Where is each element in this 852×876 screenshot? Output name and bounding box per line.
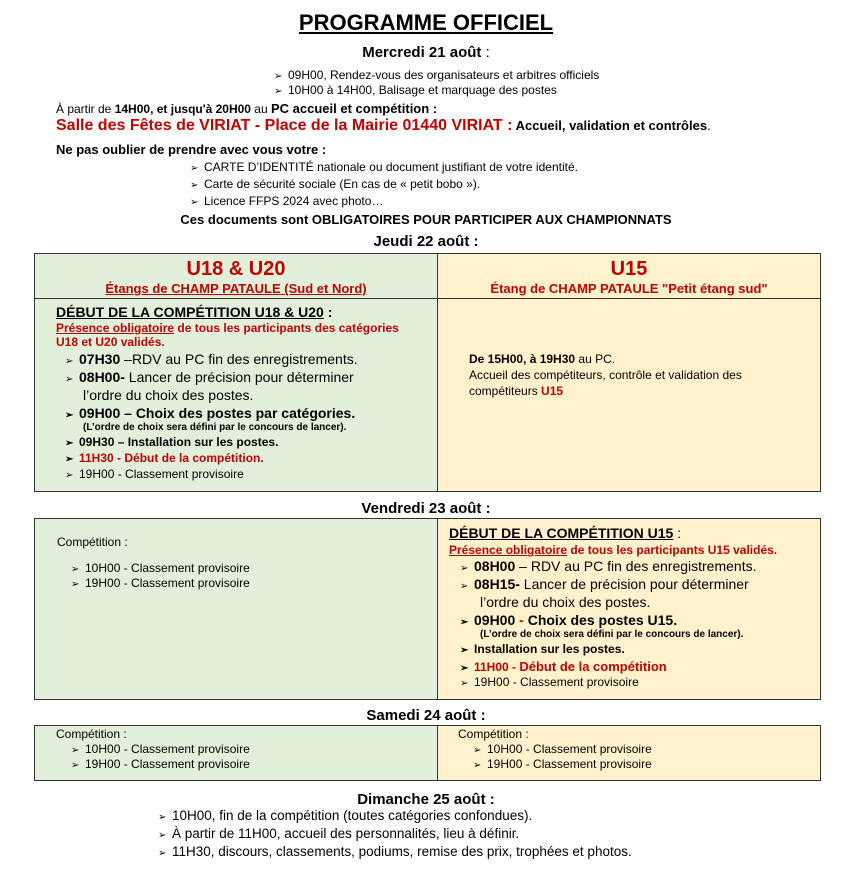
u15-welcome-2 [469, 384, 563, 398]
u18-u20-program-cell [34, 298, 438, 492]
arrow-bullet-icon: ➢ [460, 563, 469, 574]
list-item [274, 83, 557, 97]
arrow-bullet-icon: ➢ [71, 760, 80, 771]
text: au [250, 102, 271, 116]
list-item-text: 10H00 à 14H00, Balisage et marquage des postes [288, 83, 557, 97]
text: 09H00 – Choix des postes par catégories. [79, 405, 356, 421]
list-item [473, 757, 652, 771]
text: 11H30 - Début de la compétition. [79, 451, 264, 465]
text: Choix des postes U15. [527, 612, 678, 628]
text: 10H00, fin de la compétition (toutes catégories confondues). [172, 808, 533, 823]
list-item-note: (L’ordre de choix sera défini par le concours de lancer). [83, 422, 347, 433]
text: 11H30, discours, classements, podiums, remise des prix, trophées et photos. [172, 844, 632, 859]
presence-note [449, 543, 777, 557]
list-item [65, 351, 358, 367]
competition-label: Compétition : [458, 727, 529, 741]
text: . [707, 118, 711, 133]
arrow-bullet-icon: ➢ [158, 848, 167, 859]
arrow-bullet-icon: ➢ [65, 454, 74, 465]
friday-left-cell [34, 518, 438, 700]
list-item [460, 558, 757, 574]
list-item [460, 612, 677, 628]
text: À partir de [56, 102, 115, 116]
category-location: Étang de CHAMP PATAULE "Petit étang sud" [490, 281, 768, 296]
list-item-continued: l’ordre du choix des postes. [83, 387, 254, 403]
pc-hours-line [56, 101, 437, 116]
arrow-bullet-icon: ➢ [473, 760, 482, 771]
arrow-bullet-icon: ➢ [460, 617, 469, 628]
arrow-bullet-icon: ➢ [460, 678, 469, 689]
arrow-bullet-icon: ➢ [65, 410, 74, 421]
arrow-bullet-icon: ➢ [65, 374, 74, 385]
text: 09H30 – Installation sur les postes. [79, 435, 279, 449]
text: 09H00 [474, 612, 516, 628]
text: U15 [541, 384, 564, 398]
list-item [190, 160, 578, 174]
text: de tous les participants U15 validés. [567, 543, 778, 557]
text: 19H00 - Classement provisoire [474, 675, 639, 689]
competition-label: Compétition : [57, 535, 128, 549]
list-item-text: 09H00, Rendez-vous des organisateurs et arbitres officiels [288, 68, 600, 82]
arrow-bullet-icon: ➢ [460, 581, 469, 592]
arrow-bullet-icon: ➢ [71, 564, 80, 575]
list-item [158, 844, 632, 859]
text: –RDV au PC fin des enregistrements. [120, 351, 358, 367]
text: 10H00 - Classement provisoire [85, 561, 250, 575]
text: Lancer de précision pour déterminer [124, 369, 354, 385]
text: : [323, 304, 333, 320]
text: Lancer de précision pour déterminer [519, 576, 749, 592]
presence-note-2: U18 et U20 validés. [56, 335, 165, 349]
section-title [449, 525, 681, 541]
text: de tous les participants des catégories [174, 321, 399, 335]
list-item-text: Licence FFPS 2024 avec photo… [204, 194, 384, 208]
list-item [71, 561, 250, 575]
text: DÉBUT DE LA COMPÉTITION U15 [449, 525, 674, 541]
category-location: Étangs de CHAMP PATAULE (Sud et Nord) [105, 281, 367, 296]
text: 08H15- [474, 576, 520, 592]
u15-header-cell [437, 253, 821, 299]
list-item [158, 826, 519, 841]
list-item [65, 405, 355, 421]
arrow-bullet-icon: ➢ [190, 197, 199, 208]
u18-u20-header-cell [34, 253, 438, 299]
saturday-left-cell [34, 725, 438, 781]
list-item [190, 177, 480, 191]
text: - [515, 612, 528, 628]
text: PC accueil et compétition : [270, 101, 438, 116]
text: DÉBUT DE LA COMPÉTITION U18 & U20 [56, 304, 324, 320]
list-item [460, 675, 639, 689]
arrow-bullet-icon: ➢ [71, 579, 80, 590]
text: 07H30 [79, 351, 121, 367]
arrow-bullet-icon: ➢ [65, 438, 74, 449]
arrow-bullet-icon: ➢ [460, 663, 469, 674]
text: : [673, 525, 682, 541]
text: 08H00- [79, 369, 125, 385]
text: À partir de 11H00, accueil des personnalités, lieu à définir. [172, 826, 520, 841]
section-title [56, 304, 332, 320]
list-item [158, 808, 532, 823]
arrow-bullet-icon: ➢ [460, 645, 469, 656]
text: 08H00 [474, 558, 516, 574]
day-heading-sunday: Dimanche 25 août : [357, 791, 495, 808]
arrow-bullet-icon: ➢ [274, 86, 283, 97]
saturday-right-cell [437, 725, 821, 781]
day-heading-wednesday [0, 44, 852, 61]
list-item-text: Carte de sécurité sociale (En cas de « petit bobo »). [204, 177, 481, 191]
text: 11H00 - [474, 660, 520, 674]
text: – RDV au PC fin des enregistrements. [515, 558, 757, 574]
text: 19H00 - Classement provisoire [85, 576, 250, 590]
text: 10H00 - Classement provisoire [85, 742, 250, 756]
text: 10H00 - Classement provisoire [487, 742, 652, 756]
arrow-bullet-icon: ➢ [190, 163, 199, 174]
day-heading-thursday: Jeudi 22 août : [373, 233, 479, 250]
day-label-suffix: : [481, 44, 490, 61]
arrow-bullet-icon: ➢ [158, 812, 167, 823]
list-item [460, 642, 625, 656]
arrow-bullet-icon: ➢ [274, 71, 283, 82]
arrow-bullet-icon: ➢ [65, 356, 74, 367]
text: 14H00, et jusqu'à 20H00 [114, 102, 251, 116]
text: Présence obligatoire [449, 543, 568, 557]
arrow-bullet-icon: ➢ [158, 830, 167, 841]
text: Présence obligatoire [56, 321, 175, 335]
venue-name: Salle des Fêtes de VIRIAT - Place de la Mairie 01440 VIRIAT : [56, 117, 513, 134]
text: 19H00 - Classement provisoire [79, 467, 244, 481]
page-title: PROGRAMME OFFICIEL [298, 10, 554, 35]
list-item [473, 742, 652, 756]
presence-note [56, 321, 399, 335]
list-item [71, 742, 250, 756]
day-heading-saturday: Samedi 24 août : [366, 707, 486, 724]
arrow-bullet-icon: ➢ [190, 180, 199, 191]
text: 19H00 - Classement provisoire [85, 757, 250, 771]
list-item-text: CARTE D’IDENTITÉ nationale ou document justifiant de votre identité. [204, 160, 578, 174]
venue-suffix: Accueil, validation et contrôles [512, 118, 708, 133]
list-item [460, 576, 749, 592]
arrow-bullet-icon: ➢ [65, 470, 74, 481]
list-item [71, 576, 250, 590]
list-item [65, 435, 278, 449]
list-item-continued: l’ordre du choix des postes. [480, 594, 651, 610]
list-item [460, 659, 667, 674]
text: compétiteurs [469, 384, 542, 398]
venue-line [56, 117, 711, 135]
text: De 15H00, à 19H30 [469, 352, 576, 366]
list-item [190, 194, 383, 208]
u15-welcome: Accueil des compétiteurs, contrôle et validation des [469, 368, 742, 382]
list-item-note: (L’ordre de choix sera défini par le concours de lancer). [480, 629, 744, 640]
u15-program-cell [437, 298, 821, 492]
list-item [65, 467, 244, 481]
competition-label: Compétition : [56, 727, 127, 741]
text: Installation sur les postes. [474, 642, 625, 656]
day-heading-friday: Vendredi 23 août : [361, 500, 491, 517]
arrow-bullet-icon: ➢ [473, 745, 482, 756]
category-title: U15 [610, 258, 648, 280]
category-title: U18 & U20 [186, 258, 286, 280]
list-item [71, 757, 250, 771]
friday-right-cell [437, 518, 821, 700]
day-label: Mercredi 21 août [362, 44, 482, 61]
mandatory-note: Ces documents sont OBLIGATOIRES POUR PARTICIPER AUX CHAMPIONNATS [180, 212, 672, 227]
text: Début de la compétition [519, 659, 667, 674]
reminder-text: Ne pas oublier de prendre avec vous votre : [56, 142, 327, 157]
list-item [65, 369, 354, 385]
arrow-bullet-icon: ➢ [71, 745, 80, 756]
list-item [274, 68, 599, 82]
list-item [65, 451, 264, 465]
u15-hours [469, 352, 615, 366]
text: au PC. [575, 352, 616, 366]
text: 19H00 - Classement provisoire [487, 757, 652, 771]
